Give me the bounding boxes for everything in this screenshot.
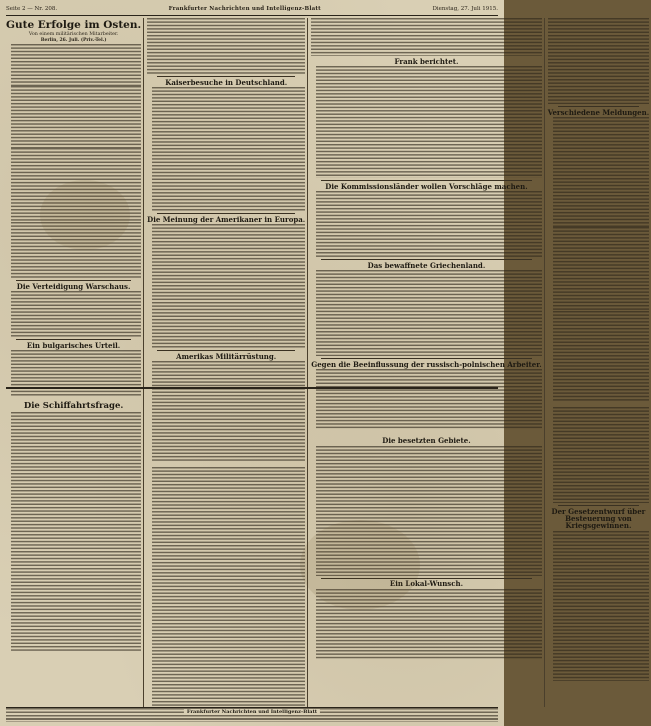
column-grid bbox=[6, 18, 650, 706]
column-4 bbox=[548, 18, 651, 707]
page-header-date: Dienstag, 27. Juli 1915. bbox=[432, 6, 498, 12]
article-body bbox=[11, 412, 141, 652]
article-headline: Die Schiffahrtsfrage. bbox=[23, 401, 124, 412]
article-body bbox=[11, 350, 141, 396]
divider bbox=[157, 213, 295, 214]
article-headline: Das bewaffnete Griechenland. bbox=[367, 261, 486, 271]
article-body bbox=[553, 117, 649, 227]
article-headline: Gute Erfolge im Osten. bbox=[6, 19, 142, 31]
article-headline: Amerikas Militärrüstung. bbox=[176, 351, 277, 361]
article-body bbox=[316, 66, 541, 178]
page-header-left: Seite 2 — Nr. 208. bbox=[6, 6, 58, 12]
divider bbox=[321, 358, 531, 359]
column-2 bbox=[147, 18, 308, 707]
article-headline: Verschiedene Meldungen. bbox=[547, 107, 650, 117]
article-headline: Die Kommissionsländer wollen Vorschläge machen. bbox=[325, 182, 528, 192]
article-body bbox=[147, 18, 305, 74]
divider bbox=[558, 505, 639, 506]
article-body bbox=[311, 18, 541, 56]
article-dateline: Berlin, 26. Juli. (Priv.-Tel.) bbox=[40, 38, 107, 44]
divider bbox=[321, 180, 531, 181]
divider bbox=[157, 350, 295, 351]
article-body bbox=[553, 407, 649, 503]
article-body bbox=[548, 18, 649, 104]
divider bbox=[157, 76, 295, 77]
column-1 bbox=[6, 18, 144, 707]
article-body bbox=[11, 44, 141, 86]
article-body bbox=[152, 224, 305, 348]
article-headline: Ein bulgarisches Urteil. bbox=[26, 340, 121, 350]
footer-label: Frankfurter Nachrichten und Intelligenz-Blatt bbox=[184, 709, 320, 715]
article-headline: Gegen die Beeinflussung der russisch-polnischen Arbeiter. bbox=[311, 360, 542, 370]
divider bbox=[16, 339, 131, 340]
article-body bbox=[11, 86, 141, 148]
column-3 bbox=[311, 18, 544, 707]
divider bbox=[321, 259, 531, 260]
article-body bbox=[11, 291, 141, 337]
article-headline: Frank berichtet. bbox=[394, 57, 459, 66]
article-headline: Die besetzten Gebiete. bbox=[382, 436, 471, 446]
article-body bbox=[316, 589, 541, 659]
divider bbox=[16, 280, 131, 281]
article-subhead: Von einem militärischen Mitarbeiter. bbox=[28, 32, 119, 38]
article-body bbox=[152, 361, 305, 461]
article-body bbox=[152, 467, 305, 707]
article-body bbox=[316, 369, 541, 429]
article-headline: Die Verteidigung Warschaus. bbox=[16, 281, 131, 291]
article-body bbox=[316, 270, 541, 356]
article-body bbox=[553, 531, 649, 681]
article-headline: Ein Lokal-Wunsch. bbox=[389, 579, 464, 589]
divider bbox=[558, 106, 639, 107]
divider bbox=[321, 578, 531, 579]
article-body bbox=[316, 446, 541, 576]
article-body bbox=[11, 222, 141, 278]
article-headline: Die Meinung der Amerikaner in Europa. bbox=[147, 214, 306, 224]
article-headline: Der Gesetzentwurf über Besteuerung von Kriegsgewinnen. bbox=[551, 506, 646, 531]
section-rule bbox=[6, 387, 498, 389]
article-body bbox=[553, 227, 649, 311]
newspaper-title: Frankfurter Nachrichten und Intelligenz-Blatt bbox=[168, 6, 321, 12]
article-body bbox=[11, 148, 141, 222]
article-headline: Kaiserbesuche in Deutschland. bbox=[165, 77, 288, 87]
article-body bbox=[553, 311, 649, 401]
page-header bbox=[6, 3, 498, 16]
article-body bbox=[152, 87, 305, 211]
article-body bbox=[316, 191, 541, 257]
page-footer bbox=[6, 707, 498, 722]
